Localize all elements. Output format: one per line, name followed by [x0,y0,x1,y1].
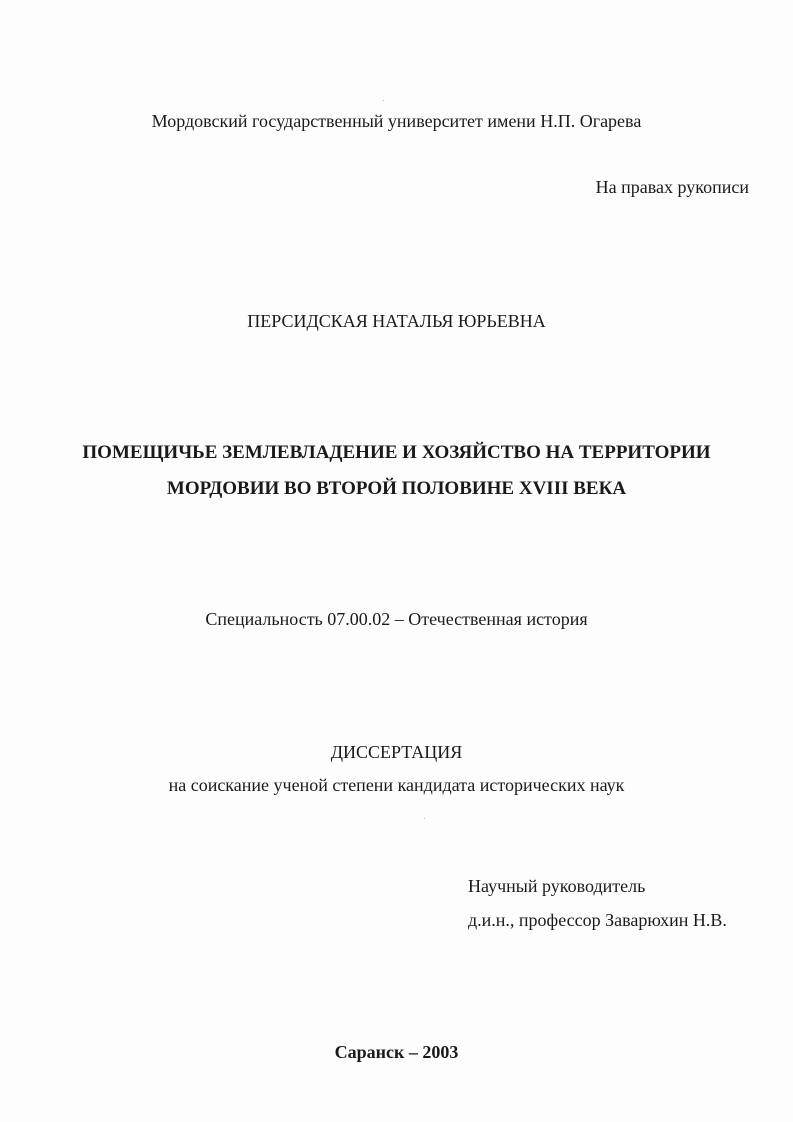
work-type: ДИССЕРТАЦИЯ [330,742,463,762]
author-name: ПЕРСИДСКАЯ НАТАЛЬЯ ЮРЬЕВНА [247,311,546,331]
specialty: Специальность 07.00.02 – Отечественная история [205,609,588,629]
manuscript-rights-note: На правах рукописи [595,177,749,197]
scan-speck [424,818,425,819]
city-year: Саранск – 2003 [334,1042,459,1062]
supervisor-label: Научный руководитель [468,876,646,896]
university-name: Мордовский государственный университет имени Н.П. Огарева [151,111,642,131]
scan-speck [383,100,384,101]
dissertation-title-line-1: ПОМЕЩИЧЬЕ ЗЕМЛЕВЛАДЕНИЕ И ХОЗЯЙСТВО НА ТЕРРИТОРИИ [82,442,711,463]
dissertation-title-line-2: МОРДОВИИ ВО ВТОРОЙ ПОЛОВИНЕ XVIII ВЕКА [166,478,627,499]
supervisor-name: д.и.н., профессор Заварюхин Н.В. [468,910,727,930]
degree-statement: на соискание ученой степени кандидата исторических наук [168,775,625,795]
